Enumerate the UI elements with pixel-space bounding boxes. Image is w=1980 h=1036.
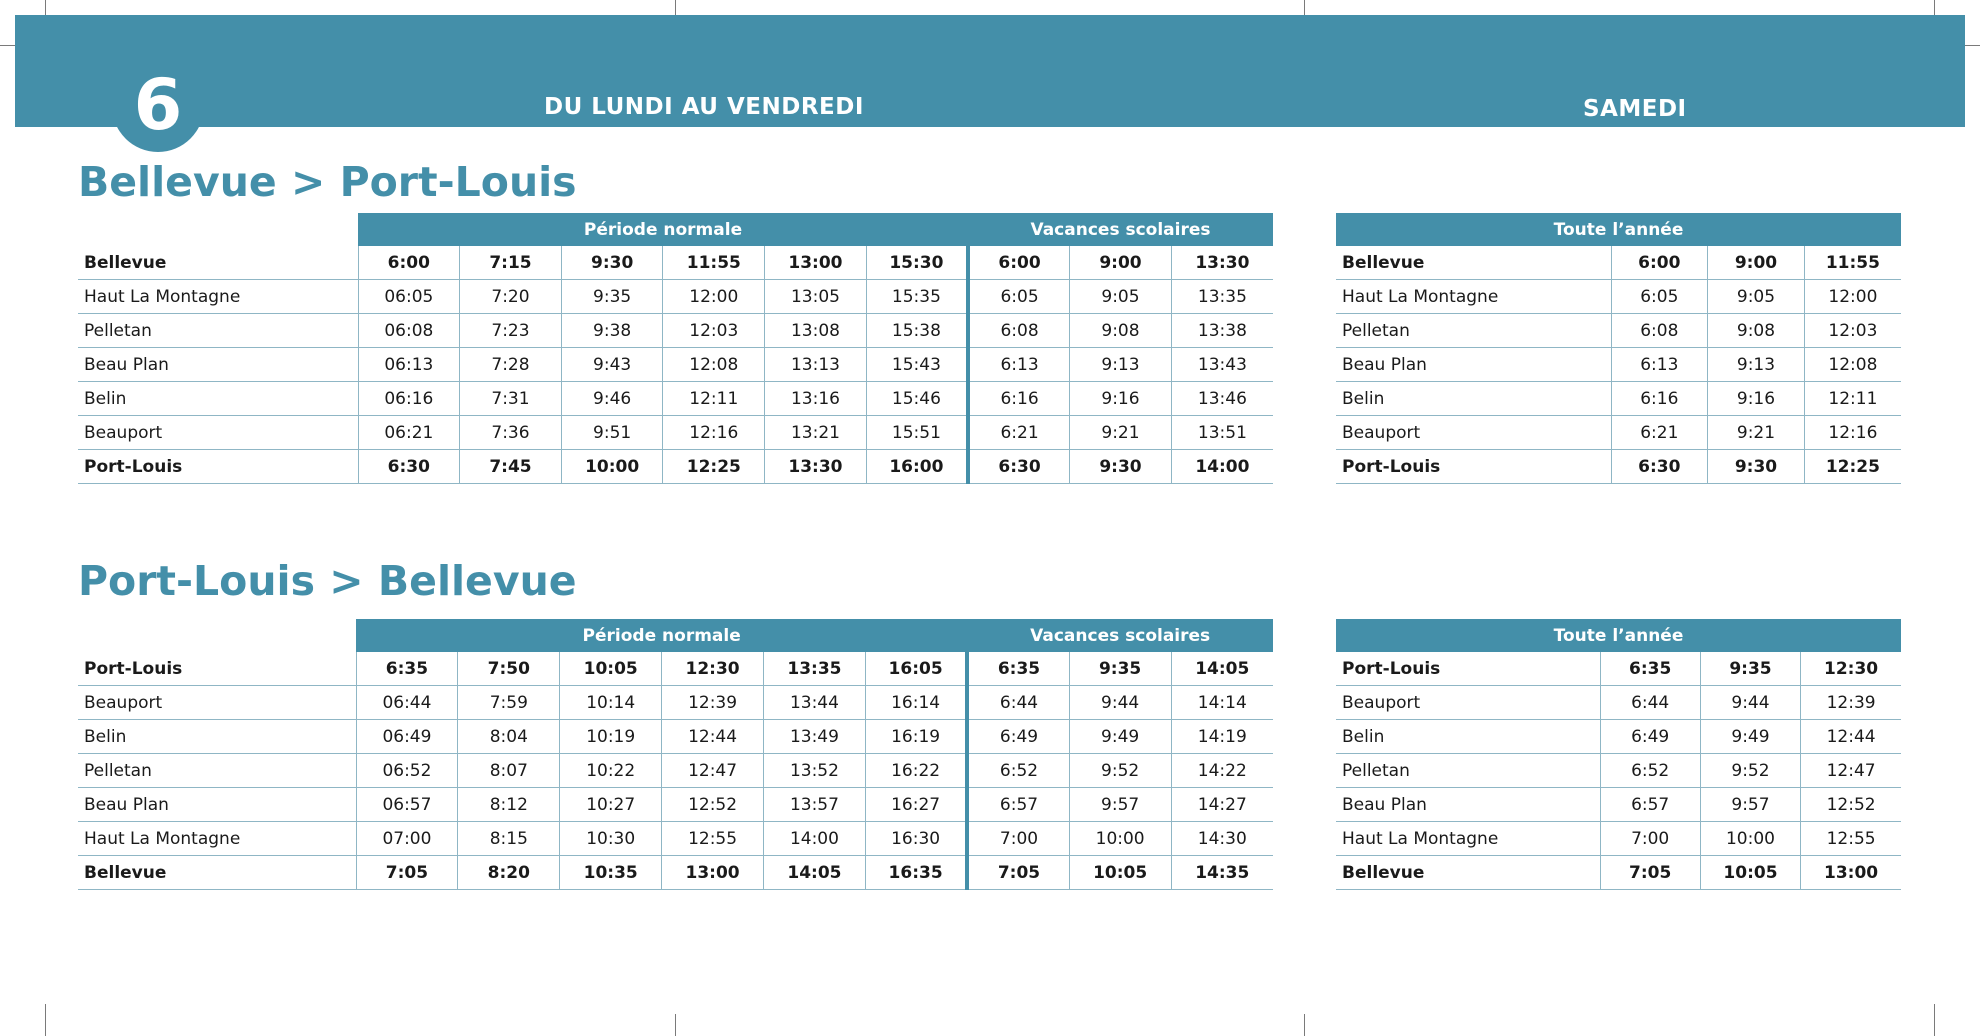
timetable-row [78, 450, 1273, 484]
departure-time: 9:49 [1700, 720, 1800, 754]
departure-time: 13:13 [765, 348, 867, 382]
route-title-outbound: Bellevue > Port-Louis [78, 158, 577, 206]
departure-time: 13:46 [1171, 382, 1273, 416]
saturday-timetable-return [1336, 619, 1901, 890]
departure-time: 16:22 [865, 754, 967, 788]
departure-time: 12:03 [663, 314, 765, 348]
stop-name: Bellevue [78, 856, 356, 890]
timetable-row [1336, 822, 1901, 856]
band-all-year: Toute l’année [1336, 619, 1901, 652]
departure-time: 9:30 [1708, 450, 1805, 484]
departure-time: 7:59 [458, 686, 560, 720]
departure-time: 7:45 [460, 450, 562, 484]
departure-time: 9:08 [1070, 314, 1172, 348]
departure-time: 12:55 [1801, 822, 1901, 856]
departure-time: 06:05 [358, 280, 460, 314]
departure-time: 10:05 [1069, 856, 1171, 890]
stop-name: Haut La Montagne [78, 822, 356, 856]
departure-time: 16:35 [865, 856, 967, 890]
departure-time: 13:38 [1171, 314, 1273, 348]
stop-name: Port-Louis [78, 652, 356, 686]
departure-time: 6:13 [968, 348, 1070, 382]
departure-time: 6:00 [358, 246, 460, 280]
crop-mark [675, 1014, 676, 1036]
departure-time: 16:30 [865, 822, 967, 856]
departure-time: 9:21 [1708, 416, 1805, 450]
departure-time: 14:27 [1171, 788, 1273, 822]
timetable-row [1336, 788, 1901, 822]
departure-time: 16:05 [865, 652, 967, 686]
crop-mark [1304, 1014, 1305, 1036]
departure-time: 6:16 [1611, 382, 1708, 416]
departure-time: 9:13 [1708, 348, 1805, 382]
stop-name: Bellevue [1336, 246, 1611, 280]
departure-time: 6:30 [1611, 450, 1708, 484]
stop-name: Belin [1336, 382, 1611, 416]
departure-time: 16:00 [866, 450, 968, 484]
departure-time: 16:19 [865, 720, 967, 754]
departure-time: 10:00 [561, 450, 663, 484]
weekday-timetable-outbound [78, 213, 1273, 484]
departure-time: 12:11 [663, 382, 765, 416]
departure-time: 13:35 [1171, 280, 1273, 314]
departure-time: 10:00 [1069, 822, 1171, 856]
departure-time: 13:30 [765, 450, 867, 484]
stop-name: Port-Louis [1336, 652, 1600, 686]
crop-mark [45, 1004, 46, 1036]
departure-time: 06:44 [356, 686, 458, 720]
departure-time: 10:35 [560, 856, 662, 890]
timetable-row [1336, 314, 1901, 348]
stop-name: Beauport [78, 686, 356, 720]
departure-time: 9:35 [561, 280, 663, 314]
departure-time: 9:08 [1708, 314, 1805, 348]
departure-time: 6:57 [967, 788, 1069, 822]
departure-time: 6:52 [1600, 754, 1700, 788]
timetable-row [78, 856, 1273, 890]
departure-time: 6:21 [1611, 416, 1708, 450]
departure-time: 13:21 [765, 416, 867, 450]
timetable-row [78, 382, 1273, 416]
departure-time: 9:52 [1069, 754, 1171, 788]
departure-time: 15:30 [866, 246, 968, 280]
departure-time: 14:35 [1171, 856, 1273, 890]
departure-time: 7:05 [967, 856, 1069, 890]
departure-time: 9:30 [1070, 450, 1172, 484]
departure-time: 10:30 [560, 822, 662, 856]
departure-time: 7:23 [460, 314, 562, 348]
departure-time: 07:00 [356, 822, 458, 856]
timetable-row [78, 652, 1273, 686]
departure-time: 13:57 [764, 788, 866, 822]
departure-time: 8:15 [458, 822, 560, 856]
departure-time: 7:00 [967, 822, 1069, 856]
departure-time: 7:28 [460, 348, 562, 382]
departure-time: 12:47 [662, 754, 764, 788]
departure-time: 6:57 [1600, 788, 1700, 822]
departure-time: 6:35 [356, 652, 458, 686]
departure-time: 9:57 [1069, 788, 1171, 822]
departure-time: 06:08 [358, 314, 460, 348]
departure-time: 13:00 [1801, 856, 1901, 890]
departure-time: 6:49 [967, 720, 1069, 754]
departure-time: 9:35 [1700, 652, 1800, 686]
departure-time: 06:21 [358, 416, 460, 450]
departure-time: 16:27 [865, 788, 967, 822]
timetable-row [78, 314, 1273, 348]
crop-mark [1934, 1004, 1935, 1036]
timetable-row [78, 416, 1273, 450]
departure-time: 7:05 [1600, 856, 1700, 890]
timetable-row [1336, 686, 1901, 720]
departure-time: 6:16 [968, 382, 1070, 416]
timetable-row [78, 720, 1273, 754]
departure-time: 8:04 [458, 720, 560, 754]
departure-time: 13:52 [764, 754, 866, 788]
departure-time: 7:50 [458, 652, 560, 686]
departure-time: 6:49 [1600, 720, 1700, 754]
departure-time: 12:25 [663, 450, 765, 484]
departure-time: 6:52 [967, 754, 1069, 788]
departure-time: 7:31 [460, 382, 562, 416]
departure-time: 12:39 [1801, 686, 1901, 720]
stop-name: Bellevue [1336, 856, 1600, 890]
departure-time: 6:00 [1611, 246, 1708, 280]
departure-time: 7:20 [460, 280, 562, 314]
stop-name: Pelletan [1336, 314, 1611, 348]
departure-time: 06:52 [356, 754, 458, 788]
departure-time: 10:00 [1700, 822, 1800, 856]
departure-time: 9:13 [1070, 348, 1172, 382]
stop-name: Bellevue [78, 246, 358, 280]
departure-time: 6:13 [1611, 348, 1708, 382]
departure-time: 7:15 [460, 246, 562, 280]
departure-time: 10:14 [560, 686, 662, 720]
departure-time: 6:35 [1600, 652, 1700, 686]
departure-time: 14:14 [1171, 686, 1273, 720]
departure-time: 15:38 [866, 314, 968, 348]
departure-time: 16:14 [865, 686, 967, 720]
departure-time: 14:00 [1171, 450, 1273, 484]
departure-time: 6:21 [968, 416, 1070, 450]
stop-name: Haut La Montagne [78, 280, 358, 314]
departure-time: 15:46 [866, 382, 968, 416]
weekday-timetable-return [78, 619, 1273, 890]
stop-name: Beau Plan [78, 348, 358, 382]
departure-time: 6:30 [358, 450, 460, 484]
departure-time: 14:22 [1171, 754, 1273, 788]
departure-time: 14:05 [764, 856, 866, 890]
departure-time: 13:44 [764, 686, 866, 720]
departure-time: 13:00 [662, 856, 764, 890]
stop-name: Beau Plan [78, 788, 356, 822]
stop-name: Belin [78, 382, 358, 416]
departure-time: 9:44 [1700, 686, 1800, 720]
departure-time: 7:05 [356, 856, 458, 890]
timetable-row [1336, 856, 1901, 890]
departure-time: 6:05 [968, 280, 1070, 314]
departure-time: 11:55 [1804, 246, 1901, 280]
timetable-row [1336, 720, 1901, 754]
departure-time: 12:03 [1804, 314, 1901, 348]
saturday-header: SAMEDI [1583, 96, 1687, 122]
departure-time: 6:35 [967, 652, 1069, 686]
saturday-timetable-outbound [1336, 213, 1901, 484]
departure-time: 6:44 [967, 686, 1069, 720]
departure-time: 12:00 [663, 280, 765, 314]
departure-time: 13:08 [765, 314, 867, 348]
departure-time: 12:44 [662, 720, 764, 754]
stop-name: Port-Louis [78, 450, 358, 484]
timetable-row [1336, 652, 1901, 686]
departure-time: 6:08 [968, 314, 1070, 348]
departure-time: 9:21 [1070, 416, 1172, 450]
departure-time: 12:08 [1804, 348, 1901, 382]
departure-time: 9:35 [1069, 652, 1171, 686]
departure-time: 11:55 [663, 246, 765, 280]
departure-time: 13:49 [764, 720, 866, 754]
departure-time: 6:08 [1611, 314, 1708, 348]
timetable-row [1336, 348, 1901, 382]
stop-name: Beau Plan [1336, 348, 1611, 382]
timetable-row [78, 686, 1273, 720]
departure-time: 10:27 [560, 788, 662, 822]
departure-time: 10:22 [560, 754, 662, 788]
departure-time: 14:19 [1171, 720, 1273, 754]
stop-name: Belin [78, 720, 356, 754]
departure-time: 13:30 [1171, 246, 1273, 280]
departure-time: 9:46 [561, 382, 663, 416]
line-number-badge: 6 [112, 35, 204, 152]
departure-time: 12:30 [662, 652, 764, 686]
departure-time: 6:05 [1611, 280, 1708, 314]
stop-name: Pelletan [1336, 754, 1600, 788]
departure-time: 15:43 [866, 348, 968, 382]
departure-time: 6:30 [968, 450, 1070, 484]
departure-time: 10:05 [560, 652, 662, 686]
departure-time: 7:00 [1600, 822, 1700, 856]
departure-time: 13:35 [764, 652, 866, 686]
timetable-row [1336, 416, 1901, 450]
departure-time: 9:16 [1070, 382, 1172, 416]
departure-time: 7:36 [460, 416, 562, 450]
band-all-year: Toute l’année [1336, 213, 1901, 246]
departure-time: 13:43 [1171, 348, 1273, 382]
departure-time: 12:16 [1804, 416, 1901, 450]
departure-time: 9:57 [1700, 788, 1800, 822]
departure-time: 14:30 [1171, 822, 1273, 856]
departure-time: 9:16 [1708, 382, 1805, 416]
departure-time: 8:12 [458, 788, 560, 822]
departure-time: 9:05 [1070, 280, 1172, 314]
departure-time: 12:52 [662, 788, 764, 822]
stop-name: Beauport [78, 416, 358, 450]
stop-name: Beau Plan [1336, 788, 1600, 822]
timetable-row [1336, 450, 1901, 484]
departure-time: 06:49 [356, 720, 458, 754]
departure-time: 6:00 [968, 246, 1070, 280]
timetable-row [1336, 754, 1901, 788]
departure-time: 9:44 [1069, 686, 1171, 720]
departure-time: 13:51 [1171, 416, 1273, 450]
departure-time: 8:07 [458, 754, 560, 788]
departure-time: 15:35 [866, 280, 968, 314]
stop-name: Port-Louis [1336, 450, 1611, 484]
departure-time: 9:38 [561, 314, 663, 348]
band-normal-period: Période normale [358, 213, 968, 246]
departure-time: 9:43 [561, 348, 663, 382]
departure-time: 15:51 [866, 416, 968, 450]
stop-name: Pelletan [78, 314, 358, 348]
stop-name: Pelletan [78, 754, 356, 788]
departure-time: 6:44 [1600, 686, 1700, 720]
departure-time: 12:44 [1801, 720, 1901, 754]
timetable-row [78, 348, 1273, 382]
departure-time: 12:11 [1804, 382, 1901, 416]
band-normal-period: Période normale [356, 619, 967, 652]
departure-time: 14:00 [764, 822, 866, 856]
departure-time: 9:00 [1708, 246, 1805, 280]
timetable-row [78, 280, 1273, 314]
stop-name: Haut La Montagne [1336, 280, 1611, 314]
departure-time: 12:08 [663, 348, 765, 382]
departure-time: 9:00 [1070, 246, 1172, 280]
departure-time: 12:25 [1804, 450, 1901, 484]
departure-time: 9:52 [1700, 754, 1800, 788]
departure-time: 9:51 [561, 416, 663, 450]
departure-time: 12:47 [1801, 754, 1901, 788]
departure-time: 06:13 [358, 348, 460, 382]
timetable-row [78, 754, 1273, 788]
stop-name: Belin [1336, 720, 1600, 754]
stop-name: Beauport [1336, 686, 1600, 720]
departure-time: 13:16 [765, 382, 867, 416]
band-school-holidays: Vacances scolaires [967, 619, 1273, 652]
departure-time: 13:05 [765, 280, 867, 314]
departure-time: 12:00 [1804, 280, 1901, 314]
departure-time: 06:16 [358, 382, 460, 416]
departure-time: 9:30 [561, 246, 663, 280]
departure-time: 06:57 [356, 788, 458, 822]
timetable-row [78, 788, 1273, 822]
departure-time: 9:05 [1708, 280, 1805, 314]
weekday-header: DU LUNDI AU VENDREDI [544, 94, 864, 120]
timetable-row [1336, 246, 1901, 280]
departure-time: 8:20 [458, 856, 560, 890]
departure-time: 12:39 [662, 686, 764, 720]
corner-cell [78, 619, 356, 652]
timetable-row [78, 822, 1273, 856]
departure-time: 14:05 [1171, 652, 1273, 686]
timetable-row [1336, 280, 1901, 314]
departure-time: 12:55 [662, 822, 764, 856]
stop-name: Haut La Montagne [1336, 822, 1600, 856]
departure-time: 12:52 [1801, 788, 1901, 822]
corner-cell [78, 213, 358, 246]
stop-name: Beauport [1336, 416, 1611, 450]
band-school-holidays: Vacances scolaires [968, 213, 1273, 246]
departure-time: 9:49 [1069, 720, 1171, 754]
route-title-return: Port-Louis > Bellevue [78, 557, 577, 605]
timetable-row [1336, 382, 1901, 416]
timetable-row [78, 246, 1273, 280]
departure-time: 13:00 [765, 246, 867, 280]
departure-time: 10:05 [1700, 856, 1800, 890]
departure-time: 12:30 [1801, 652, 1901, 686]
departure-time: 10:19 [560, 720, 662, 754]
departure-time: 12:16 [663, 416, 765, 450]
